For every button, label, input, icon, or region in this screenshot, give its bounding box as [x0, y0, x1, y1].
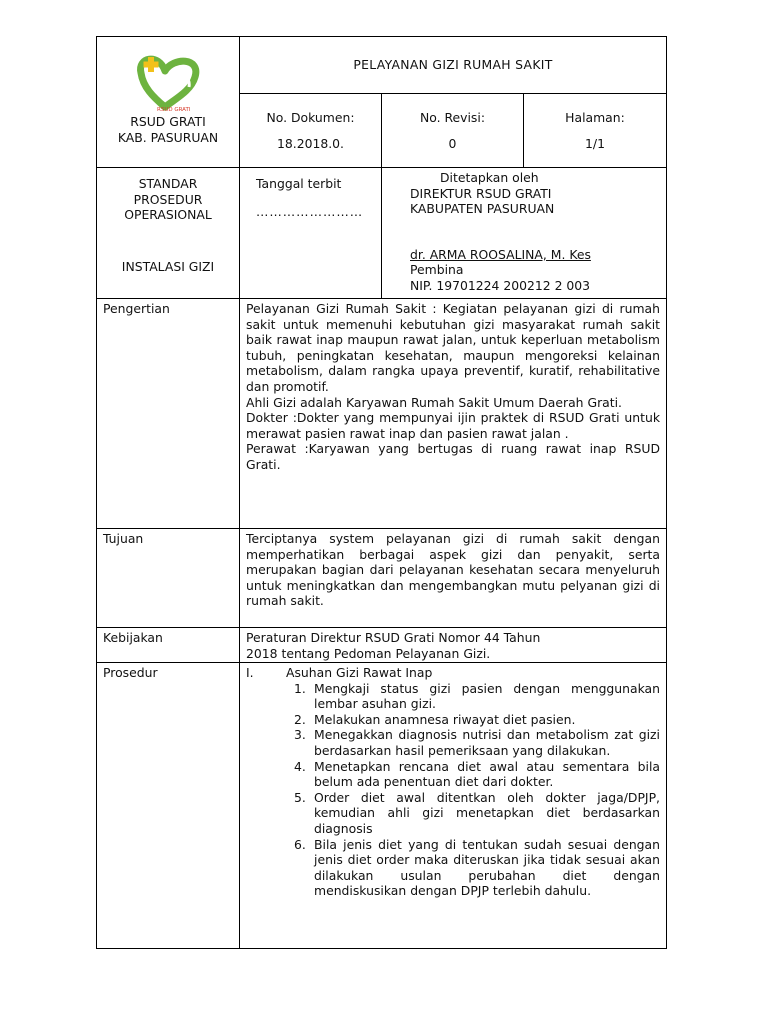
tujuan-body — [240, 529, 667, 628]
sop-line-3: OPERASIONAL — [124, 207, 212, 223]
section-number: I. — [246, 665, 254, 680]
direktur-label: DIREKTUR RSUD GRATI — [410, 185, 552, 201]
list-item — [294, 727, 660, 758]
step-number: 4. — [294, 758, 306, 774]
tanggal-label: Tanggal terbit — [256, 176, 342, 191]
halaman-value: 1/1 — [585, 135, 605, 151]
sop-table — [96, 36, 667, 949]
no-dokumen-value: 18.2018.0. — [277, 135, 344, 151]
step-text: Menegakkan diagnosis nutrisi dan metabolism zat gizi berdasarkan hasil pemeriksaan yang dilakukan. — [314, 727, 660, 758]
step-number: 2. — [294, 711, 306, 727]
hospital-logo-icon — [129, 51, 207, 113]
pengertian-paragraph: Perawat :Karyawan yang bertugas di ruang rawat inap RSUD Grati. — [246, 441, 660, 472]
list-item — [294, 790, 660, 837]
prosedur-section-heading — [246, 665, 660, 681]
tanggal-value: …………………… — [256, 203, 364, 219]
step-text: Mengkaji status gizi pasien dengan menggunakan lembar asuhan gizi. — [314, 680, 660, 712]
step-text: Menetapkan rencana diet awal atau sementara bila belum ada penentuan diet dari dokter. — [314, 758, 660, 790]
no-revisi-cell — [382, 94, 524, 168]
doc-title: PELAYANAN GIZI RUMAH SAKIT — [240, 37, 667, 94]
step-number: 6. — [294, 836, 306, 852]
tujuan-text: Terciptanya system pelayanan gizi di rumah sakit dengan memperhatikan berbagai aspek gizi dan penyakit, serta merupakan bagian dari pelayanan kesehatan secara menyeluruh untuk meningkatkan dan mengembangkan mutu pelyanan gizi di rumah sakit. — [246, 531, 660, 609]
prosedur-label: Prosedur — [97, 663, 240, 949]
list-item — [294, 759, 660, 790]
pengertian-paragraph: Dokter :Dokter yang mempunyai ijin praktek di RSUD Grati untuk merawat pasien rawat inap dan pasien rawat jalan . — [246, 410, 660, 441]
sop-document — [96, 36, 666, 949]
ditetapkan-label: Ditetapkan oleh — [440, 170, 539, 185]
list-item — [294, 837, 660, 899]
step-number: 3. — [294, 727, 306, 743]
unit-name: INSTALASI GIZI — [121, 258, 215, 274]
no-revisi-label: No. Revisi: — [419, 110, 486, 125]
kebijakan-label: Kebijakan — [97, 628, 240, 663]
sop-line-2: PROSEDUR — [133, 191, 203, 207]
doctor-rank: Pembina — [410, 262, 464, 278]
ditetapkan-cell — [382, 168, 667, 299]
kabupaten-label: KABUPATEN PASURUAN — [410, 201, 555, 217]
step-number: 5. — [294, 789, 306, 805]
hospital-region: KAB. PASURUAN — [117, 130, 219, 145]
logo-text: RSUD GRATI — [157, 107, 191, 113]
list-item — [294, 712, 660, 728]
prosedur-body — [240, 663, 667, 949]
step-text: Bila jenis diet yang di tentukan sudah sesuai dengan jenis diet order maka diteruskan jika tidak sesuai akan dilakukan usulan perubahan diet dengan mendiskusikan dengan DPJP terlebih dahulu. — [314, 836, 660, 899]
prosedur-steps — [246, 681, 660, 899]
sop-label-cell — [97, 168, 240, 299]
list-item — [294, 681, 660, 712]
section-title: Asuhan Gizi Rawat Inap — [286, 665, 433, 680]
kebijakan-body — [240, 628, 667, 663]
doctor-name: dr. ARMA ROOSALINA, M. Kes — [410, 246, 591, 262]
step-text: Melakukan anamnesa riwayat diet pasien. — [314, 711, 576, 727]
halaman-cell — [524, 94, 667, 168]
logo-cell — [97, 37, 240, 168]
halaman-label: Halaman: — [565, 110, 625, 125]
step-text: Order diet awal ditentkan oleh dokter jaga/DPJP, kemudian ahli gizi menetapkan diet berdasarkan diagnosis — [314, 789, 660, 836]
pengertian-paragraph: Pelayanan Gizi Rumah Sakit : Kegiatan pelayanan gizi di rumah sakit untuk memenuhi kebutuhan gizi masyarakat rumah sakit baik rawat inap maupun rawat jalan, untuk keperluan metabolism tubuh, peningkatan kesehatan, maupun mengoreksi kelainan metabolism, dalam rangka upaya preventif, kuratif, rehabilitative dan promotif. — [246, 301, 660, 394]
pengertian-body — [240, 299, 667, 529]
kebijakan-text-1: Peraturan Direktur RSUD Grati Nomor 44 Tahun — [246, 630, 541, 645]
hospital-name: RSUD GRATI — [130, 114, 206, 129]
pengertian-label: Pengertian — [97, 299, 240, 529]
no-dokumen-cell — [240, 94, 382, 168]
tujuan-label: Tujuan — [97, 529, 240, 628]
step-number: 1. — [294, 680, 306, 696]
no-dokumen-label: No. Dokumen: — [266, 110, 355, 125]
tanggal-cell — [240, 168, 382, 299]
sop-line-1: STANDAR — [138, 176, 198, 191]
no-revisi-value: 0 — [448, 135, 457, 151]
pengertian-paragraph: Ahli Gizi adalah Karyawan Rumah Sakit Umum Daerah Grati. — [246, 394, 622, 410]
doctor-nip: NIP. 19701224 200212 2 003 — [410, 277, 591, 293]
kebijakan-text-2: 2018 tentang Pedoman Pelayanan Gizi. — [246, 645, 491, 661]
